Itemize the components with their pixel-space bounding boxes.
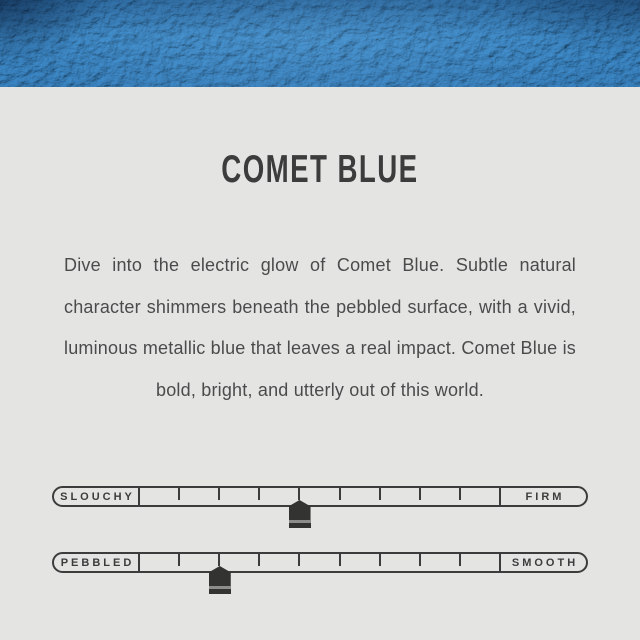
tick-mark (218, 488, 220, 500)
scale-left-cell (54, 554, 140, 571)
tick-mark (298, 554, 300, 566)
tick-mark (258, 488, 260, 500)
leather-swatch-image (0, 0, 640, 87)
scale-right-cell (499, 488, 586, 505)
attribute-scale-slouchy-firm (52, 486, 588, 507)
tick-mark (178, 488, 180, 500)
product-name-heading: COMET BLUE (221, 148, 419, 191)
attribute-scale-pebbled-smooth (52, 552, 588, 573)
scale-left-label: SLOUCHY (60, 490, 135, 503)
tick-mark (258, 554, 260, 566)
slider-marker (289, 500, 311, 528)
scale-right-label: SMOOTH (511, 556, 579, 569)
marker-base (289, 523, 311, 528)
slider-marker (209, 566, 231, 594)
slider-track (140, 554, 499, 571)
tick-mark (298, 488, 300, 500)
tick-mark (459, 554, 461, 566)
tick-mark (339, 554, 341, 566)
slider-track (140, 488, 499, 505)
tick-mark (218, 554, 220, 566)
scale-left-cell (54, 488, 140, 505)
scale-left-label: PEBBLED (60, 556, 135, 569)
scale-marker-icon (289, 500, 311, 520)
title-row (0, 148, 640, 191)
tick-mark (379, 554, 381, 566)
tick-mark (419, 488, 421, 500)
marker-base (209, 589, 231, 594)
tick-mark (419, 554, 421, 566)
tick-mark (339, 488, 341, 500)
scale-marker-icon (209, 566, 231, 586)
tick-mark (379, 488, 381, 500)
scale-right-label: FIRM (525, 490, 565, 503)
scale-right-cell (499, 554, 586, 571)
tick-mark (178, 554, 180, 566)
product-description: Dive into the electric glow of Comet Blue. Subtle natural character shimmers beneath the pebbled surface, with a vivid, luminous metallic blue that leaves a real impact. Comet Blue is bold, bright, and utterly out of this world. (64, 255, 576, 400)
tick-mark (459, 488, 461, 500)
